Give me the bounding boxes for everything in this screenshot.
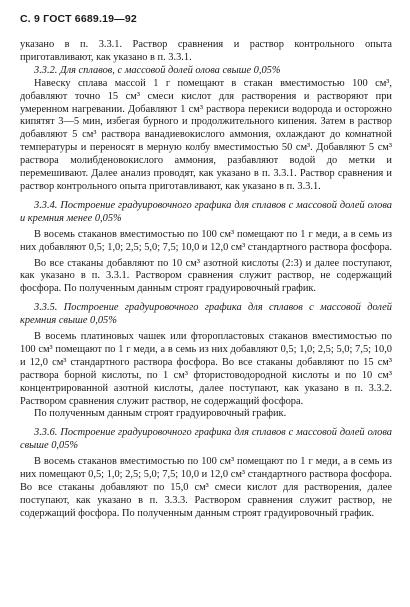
paragraph-graph-note: По полученным данным строят градуировочный график. — [34, 408, 287, 420]
section-heading-3-3-2: 3.3.2. Для сплавов, с массовой долей олова свыше 0,05% — [34, 64, 281, 76]
paragraph-calibration-acid: Во все стаканы добавляют по 10 см³ азотной кислоты (2:3) и далее поступают, как указано в п. 3.3.1. Раствором сравнения служит раствор, не содержащий фосфора. По полученным данным строят градуировочный график. — [20, 257, 392, 295]
paragraph-continuation: указано в п. 3.3.1. Раствор сравнения и раствор контрольного опыта приготавливают, как указано в п. 3.3.1. — [20, 39, 392, 63]
paragraph-calibration-tin: В восемь стаканов вместимостью по 100 см³ помещают по 1 г меди, а в семь из них помещают 0,5; 1,0; 2,5; 5,0; 7,5; 10,0 и 12,0 см³ стандартного раствора фосфора. Во все стаканы добавляют по 15,0 см³ смеси кислот для растворения, далее поступают, как указано в п. 3.3.3. Раствором сравнения служит раствор, не содержащий фосфора. По полученным данным строят градуировочный график. — [20, 456, 392, 519]
paragraph-calibration-copper: В восемь стаканов вместимостью по 100 см³ помещают по 1 г меди, а в семь из них добавляют 0,5; 1,0; 2,5; 5,0; 7,5; 10,0 и 12,0 см³ стандартного раствора фосфора. — [20, 228, 392, 253]
page-header: С. 9 ГОСТ 6689.19—92 — [20, 13, 137, 25]
section-heading-3-3-4: 3.3.4. Построение градуировочного графика для сплавов с массовой долей олова и кремния менее 0,05% — [20, 199, 392, 224]
paragraph-procedure-tin: Навеску сплава массой 1 г помещают в стакан вместимостью 100 см³, добавляют точно 15 см³ смеси кислот для растворения и растворяют при умеренном нагревании. Добавляют 1 см³ раствора перекиси водорода и осторожно кипятят 3—5 мин, избегая бурного и продолжительного кипения. Затем в раствор добавляют 5 см³ раствора ванадиевокислого аммония, охлаждают до комнатной температуры и переносят в мерную колбу вместимостью 50 см³. Добавляют 5 см³ раствора молибденовокислого аммония, разбавляют водой до метки и перемешивают. Далее анализ проводят, как указано в п. 3.3.1. Раствор сравнения и раствор контрольного опыта приготавливают, как указано в п. 3.3.1. — [20, 77, 392, 192]
section-heading-3-3-6: 3.3.6. Построение градуировочного графика для сплавов с массовой долей олова свыше 0,05% — [20, 427, 392, 452]
section-heading-3-3-5: 3.3.5. Построение градуировочного графика для сплавов с массовой долей кремния свыше 0,05% — [20, 302, 392, 327]
paragraph-calibration-silicon: В восемь платиновых чашек или фторопластовых стаканов вместимостью по 100 см³ помещают по 1 г меди, а в семь из них добавляют 0,5; 1,0; 2,5; 5,0; 7,5; 10,0 и 12,0 см³ стандартного раствора фосфора. Во все стаканы добавляют по 15 см³ раствора борной кислоты, по 1 см³ фтористоводородной кислоты и по 10 см³ концентрированной азотной кислоты, далее поступают, как указано в п. 3.3.2. Раствором сравнения служит раствор, не содержащий фосфора. — [20, 331, 392, 407]
document-page — [20, 10, 392, 521]
